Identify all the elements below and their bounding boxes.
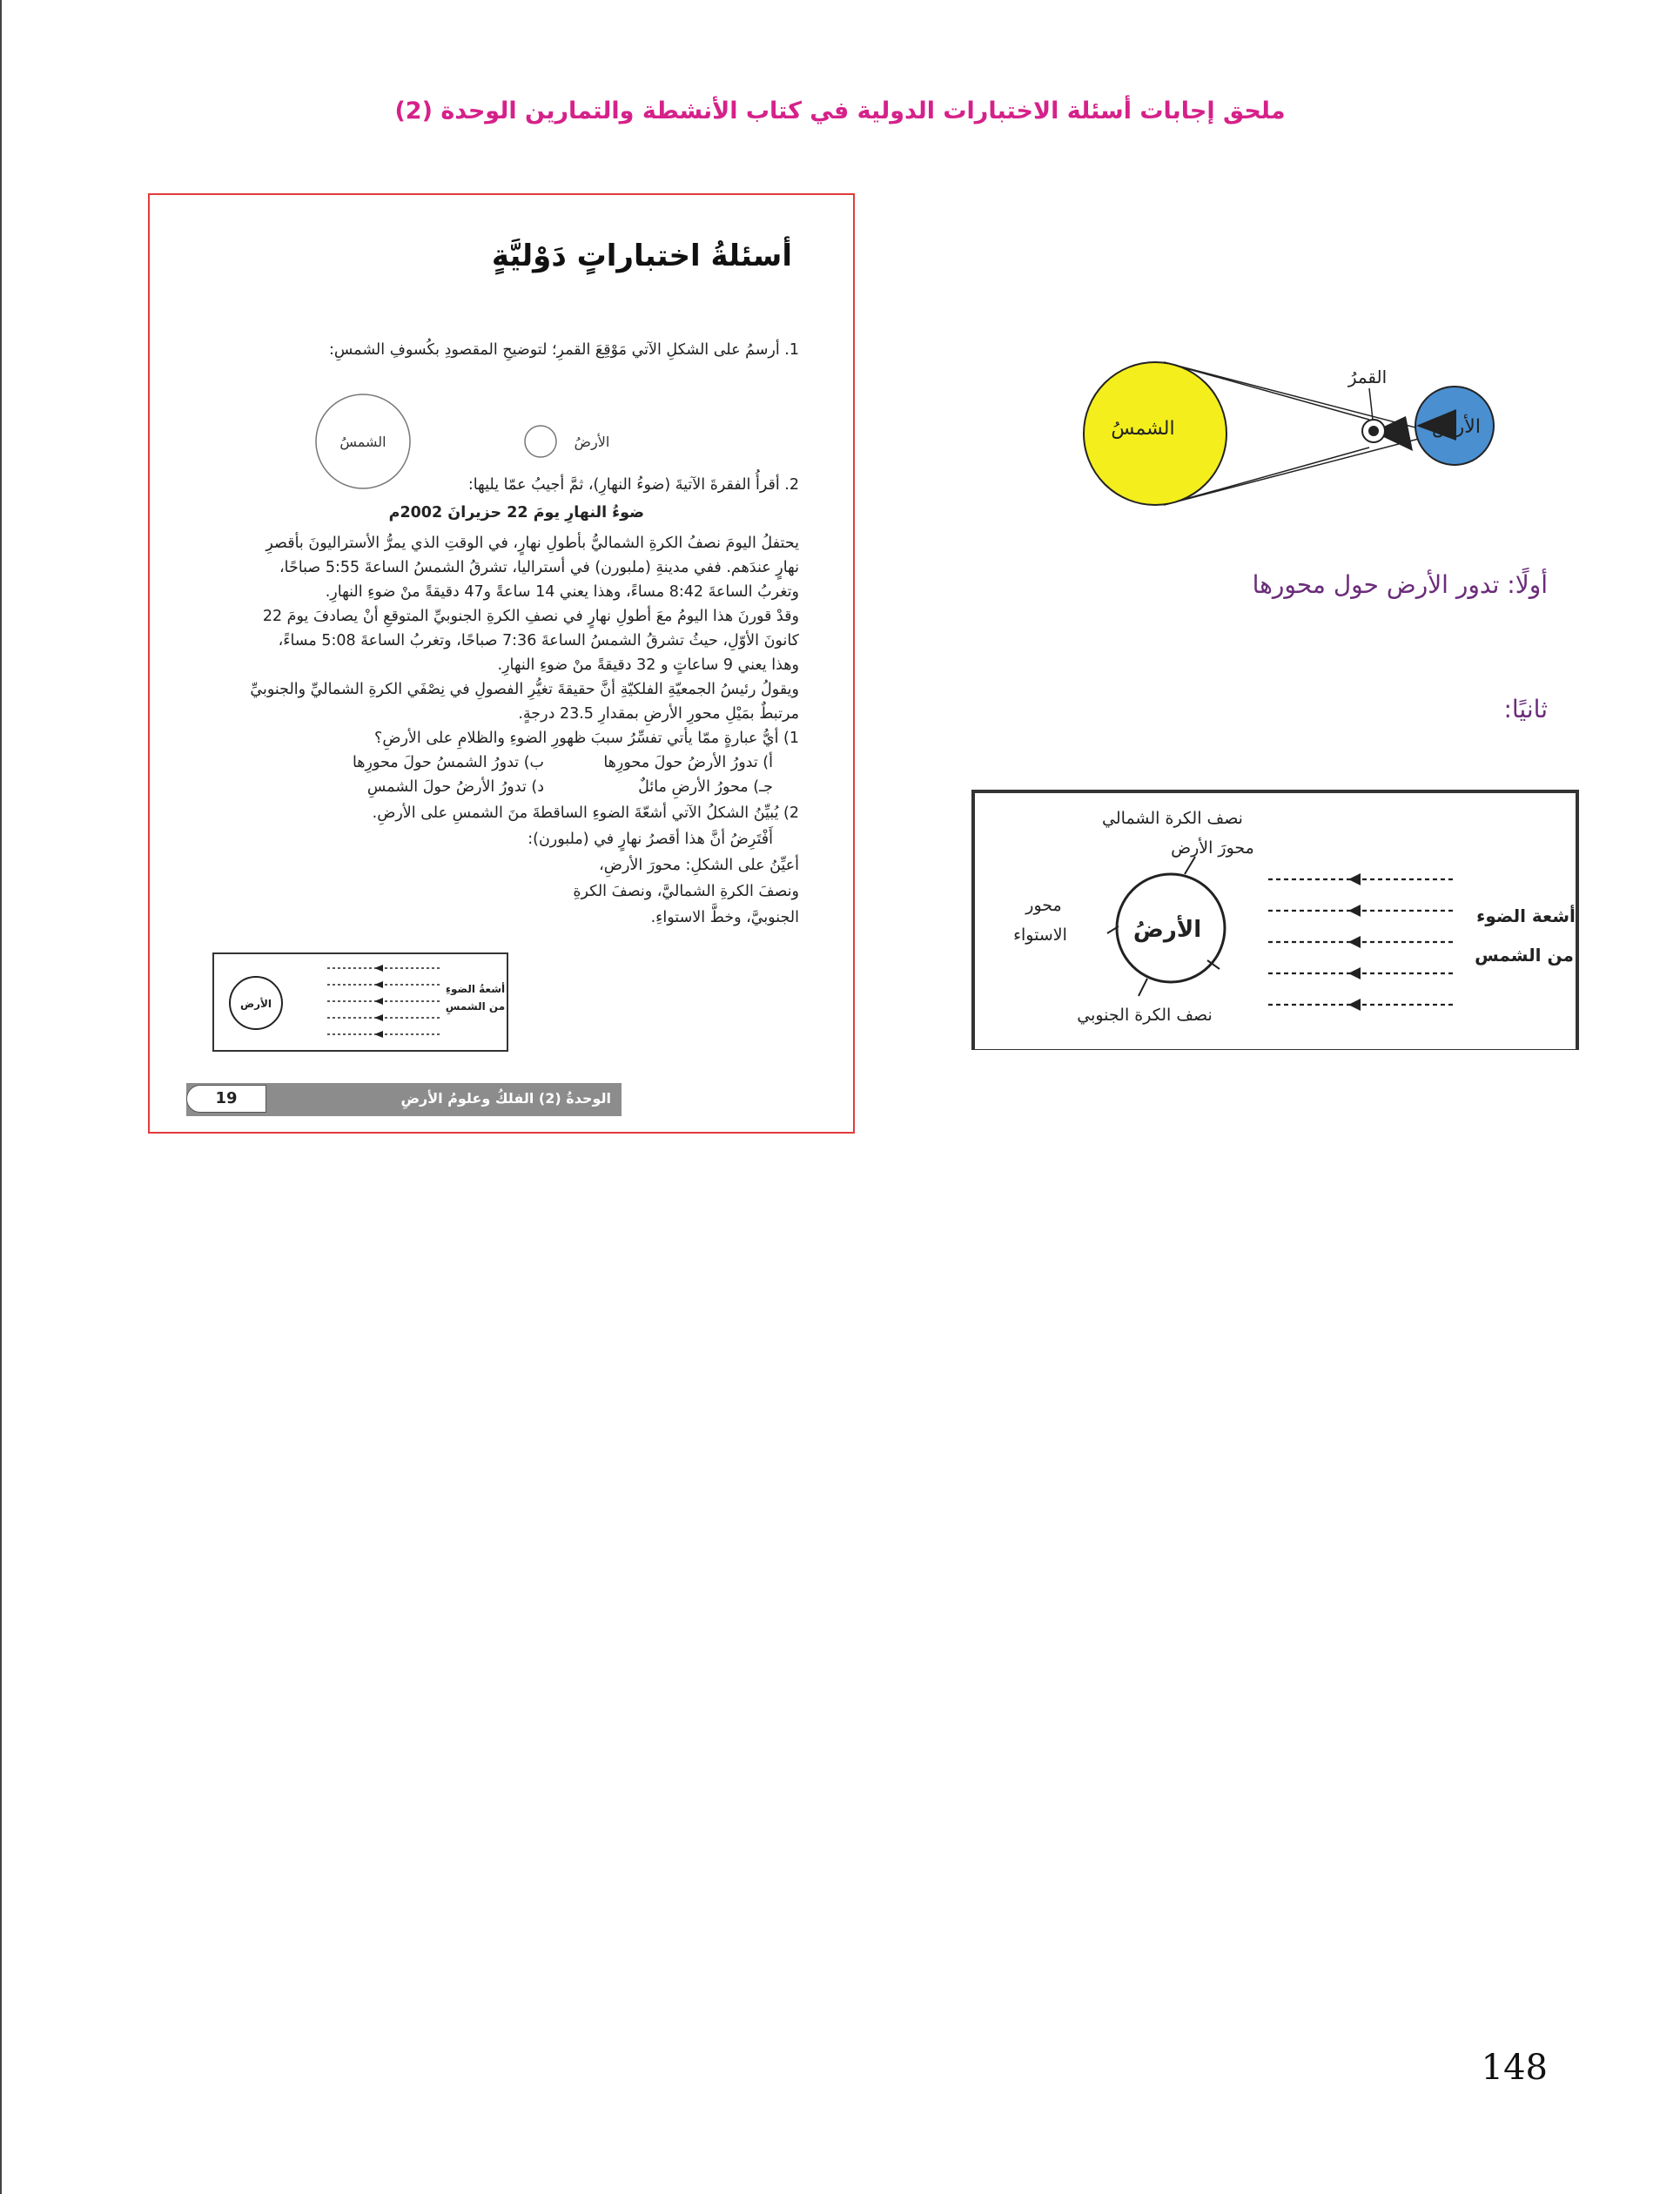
q1-sun-label: الشمسُ <box>339 434 386 450</box>
question-2-intro: 2. أقرأُ الفقرةَ الآتيةَ (ضوءُ النهارِ)، ثمَّ أجيبُ عمّا يليها: <box>467 476 799 494</box>
option-b: ب) تدورُ الشمسُ حولَ محورِها <box>352 754 544 771</box>
sub-question-2-line-4: الجنوبيَّ، وخطَّ الاستواءِ. <box>650 909 799 926</box>
sub-question-2-line-1: أَفْتَرِضُ أنَّ هذا أقصرُ نهارٍ في (ملبورن): <box>528 831 773 848</box>
north-hemisphere-label: نصف الكرة الشمالي <box>1102 809 1243 828</box>
moon-dark-side <box>1368 426 1379 436</box>
paragraph-2-line-3: وهذا يعني 9 ساعاتٍ و 32 دقيقةً منْ ضوءِ النهارِ. <box>497 656 799 674</box>
page-number: 148 <box>1481 2048 1548 2088</box>
south-hemisphere-label: نصف الكرة الجنوبي <box>1077 1006 1213 1025</box>
embedded-book-page <box>148 193 855 1134</box>
q1-earth-circle <box>525 426 556 457</box>
sub-question-2: 2) يُبيِّنُ الشكلُ الآتي أشعّةَ الضوءِ الساقطةَ منَ الشمسِ على الأرضِ. <box>372 804 799 822</box>
solar-eclipse-diagram <box>1058 348 1510 522</box>
footer-unit-text: الوحدةُ (2) الفلكُ وعلومُ الأرضِ <box>400 1090 611 1107</box>
page-left-border <box>0 0 2 2194</box>
answer-second: ثانيًا: <box>1503 695 1548 723</box>
paragraph-1-line-1: يحتفلُ اليومَ نصفُ الكرةِ الشماليُّ بأطولِ نهارٍ، في الوقتِ الذي يمرُّ الأستراليونَ بأقصرِ <box>265 535 799 552</box>
book-page-heading: أسئلةُ اختباراتٍ دَوْليَّةٍ <box>491 239 792 273</box>
equator-label-1: محور <box>1025 896 1062 915</box>
sun-label: الشمسُ <box>1111 418 1175 440</box>
paragraph-3-line-2: مرتبطٌ بمَيْلِ محورِ الأرضِ بمقدارِ 23.5 درجةٍ. <box>518 705 799 723</box>
answer-first: أولًا: تدور الأرض حول محورها <box>1252 570 1548 599</box>
q1-earth-label: الأرضُ <box>574 434 610 450</box>
sub-question-2-line-3: ونصفَ الكرةِ الشماليَّ، ونصفَ الكرةِ <box>573 883 799 900</box>
option-d: د) تدورُ الأرضُ حولَ الشمسِ <box>366 778 544 796</box>
moon-label-pointer <box>1369 388 1373 420</box>
paragraph-1-line-3: وتغربُ الساعةَ 8:42 مساءً، وهذا يعني 14 ساعةً و47 دقيقةً منْ ضوءِ النهارِ. <box>325 583 799 601</box>
article-title: ضوءُ النهارِ يومَ 22 حزيرانَ 2002م <box>388 504 644 522</box>
moon-label: القمرُ <box>1347 367 1388 387</box>
question-1: 1. أرسمُ على الشكلِ الآتي مَوْقِعَ القمرِ؛ لتوضيحِ المقصودِ بكُسوفِ الشمسِ: <box>329 341 799 359</box>
option-a: أ) تدورُ الأرضُ حولَ محورِها <box>603 754 773 771</box>
equator-label-2: الاستواء <box>1013 925 1067 945</box>
sub-question-2-line-2: أعيِّنُ على الشكلِ: محورَ الأرضِ، <box>599 857 799 874</box>
sub-question-1: 1) أيُّ عبارةٍ ممّا يأتي تفسِّرُ سببَ ظهورِ الضوءِ والظلامِ على الأرضِ؟ <box>374 730 799 747</box>
mini-earth-label: الأرض <box>239 998 272 1010</box>
axis-rays-label-1: أشعة الضوء <box>1476 905 1576 926</box>
mini-rays-label-2: من الشمسِ <box>445 1000 506 1013</box>
paragraph-2-line-2: كانونَ الأوّلِ، حيثُ تشرقُ الشمسُ الساعةَ 7:36 صباحًا، وتغربُ الساعةَ 5:08 مساءً، <box>278 632 799 649</box>
earth-label: الأرضُ <box>1432 416 1481 438</box>
earth-axis-diagram <box>971 789 1580 1050</box>
paragraph-1-line-2: نهارٍ عندَهم. ففي مدينةِ (ملبورن) في أستراليا، تشرقُ الشمسُ الساعةَ 5:55 صباحًا، <box>279 559 799 576</box>
option-c: جـ) محورُ الأرضِ مائلٌ <box>638 778 773 796</box>
mini-rays-figure <box>212 952 508 1053</box>
book-page-footer <box>186 1083 622 1116</box>
mini-rays-label-1: أشعةُ الضوءِ <box>445 983 506 995</box>
page-header-title: ملحق إجابات أسئلة الاختبارات الدولية في كتاب الأنشطة والتمارين الوحدة (2) <box>394 98 1286 125</box>
axis-rays-label-2: من الشمس <box>1475 945 1574 966</box>
footer-page-number: 19 <box>186 1085 266 1113</box>
axis-earth-label: الأرضُ <box>1132 917 1202 943</box>
paragraph-2-line-1: وقدْ قورنَ هذا اليومُ معَ أطولِ نهارٍ في نصفِ الكرةِ الجنوبيِّ المتوقعِ أنْ يصادفَ يومَ 22 <box>262 608 799 625</box>
paragraph-3-line-1: ويقولُ رئيسُ الجمعيّةِ الفلكيّةِ أنَّ حقيقةَ تغيُّرِ الفصولِ في نِصْفَي الكرةِ الشماليِّ والجنوبيِّ <box>250 681 799 698</box>
earth-axis-label: محورَ الأرض <box>1171 838 1254 858</box>
